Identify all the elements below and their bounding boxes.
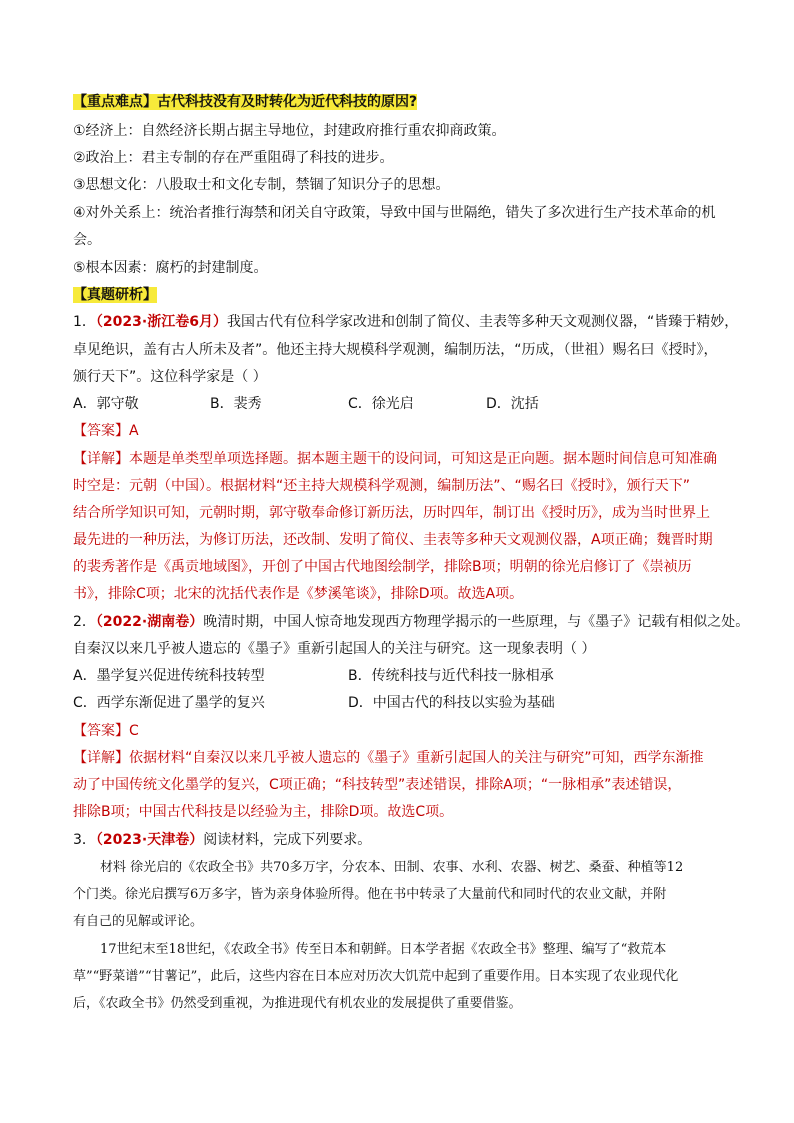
q1-answer-tag: 【答案】 — [73, 423, 129, 439]
q1-stem — [73, 312, 739, 332]
q3-number: 3． — [73, 832, 96, 848]
key-point-item: ①经济上：自然经济长期占据主导地位，封建政府推行重农抑商政策。 — [73, 123, 506, 139]
q1-explain-line: 最先进的一种历法，为修订历法，还改制、发明了简仪、圭表等多种天文观测仪器，A项正确；魏晋时期 — [73, 532, 713, 548]
q1-number: 1． — [73, 314, 96, 330]
q2-option-c: C．西学东渐促进了墨学的复兴 — [73, 695, 265, 711]
q2-stem — [73, 612, 750, 632]
q1-explain-line: 结合所学知识可知，元朝时期，郭守敬奉命修订新历法，历时四年，制订出《授时历》，成为当时世界上 — [73, 505, 710, 521]
q2-answer — [73, 721, 733, 741]
q2-explain — [73, 748, 733, 768]
key-point-item: ②政治上：君主专制的存在严重阻碍了科技的进步。 — [73, 150, 394, 166]
q1-explain-line: 的裴秀著作是《禹贡地域图》，开创了中国古代地图绘制学，排除B项；明朝的徐光启修订了《崇祯历 — [73, 559, 692, 575]
q1-answer — [73, 421, 733, 441]
q1-explain — [73, 449, 733, 469]
q1-stem-line: 我国古代有位科学家改进和创制了简仪、圭表等多种天文观测仪器，“皆臻于精妙， — [226, 314, 739, 330]
q2-source: （2022·湖南卷） — [95, 614, 204, 630]
q1-answer-value: A — [129, 423, 139, 439]
key-point-item: ④对外关系上：统治者推行海禁和闭关自守政策，导致中国与世隔绝，错失了多次进行生产技术革命的机 — [73, 205, 716, 221]
real-exam-tag: 【真题研析】 — [73, 287, 157, 303]
key-point-item: ③思想文化：八股取士和文化专制，禁锢了知识分子的思想。 — [73, 177, 450, 193]
q2-explain-line: 动了中国传统文化墨学的复兴，C项正确；“科技转型”表述错误，排除A项；“一脉相承”表述错误， — [73, 777, 682, 793]
q2-option-d: D．中国古代的科技以实验为基础 — [348, 695, 555, 711]
q1-explain-line: 时空是：元朝（中国）。根据材料“还主持大规模科学观测，编制历法”、“赐名曰《授时》，颁行天下” — [73, 478, 691, 494]
q2-explain-line: 排除B项；中国古代科技是以经验为主，排除D项。故选C项。 — [73, 804, 454, 820]
q2-answer-tag: 【答案】 — [73, 723, 129, 739]
q3-stem — [73, 830, 733, 850]
q2-number: 2． — [73, 614, 96, 630]
q1-explain-line: 书》，排除C项；北宋的沈括代表作是《梦溪笔谈》，排除D项。故选A项。 — [73, 586, 524, 602]
q2-option-a: A．墨学复兴促进传统科技转型 — [73, 668, 265, 684]
q3-material-line: 有自己的见解或评论。 — [73, 914, 204, 929]
q3-material-line: 个门类。徐光启撰写6万多字，皆为亲身体验所得。他在书中转录了大量前代和同时代的农业文献，并附 — [73, 887, 667, 902]
q3-material-line: 后，《农政全书》仍然受到重视，为推进现代有机农业的发展提供了重要借鉴。 — [73, 996, 522, 1011]
q2-option-b: B．传统科技与近代科技一脉相承 — [348, 668, 554, 684]
q1-option-a: A．郭守敬 — [73, 396, 139, 412]
q3-stem-text: 阅读材料，完成下列要求。 — [203, 832, 372, 848]
q1-explain-tag: 【详解】 — [73, 451, 129, 467]
key-point-item: 会。 — [73, 232, 101, 248]
q2-stem-line: 自秦汉以来几乎被人遗忘的《墨子》重新引起国人的关注与研究。这一现象表明（ ） — [73, 641, 596, 657]
q1-stem-line: 卓见绝识，盖有古人所未及者”。他还主持大规模科学观测，编制历法，“历成，（世祖）赐名曰《授时》， — [73, 342, 718, 358]
q3-material-line: 草”“野菜谱”“甘薯记”，此后，这些内容在日本应对历次大饥荒中起到了重要作用。日本实现了农业现代化 — [73, 969, 679, 984]
key-point-heading — [73, 92, 733, 112]
q2-stem-line: 晚清时期，中国人惊奇地发现西方物理学揭示的一些原理，与《墨子》记载有相似之处。 — [203, 614, 750, 630]
key-point-question: 古代科技没有及时转化为近代科技的原因? — [157, 94, 418, 110]
q3-material-line: 17世纪末至18世纪，《农政全书》传至日本和朝鲜。日本学者据《农政全书》整理、编写了“救荒本 — [100, 942, 667, 957]
q1-source: （2023·浙江卷6月） — [95, 314, 227, 330]
q1-stem-line: 颁行天下”。这位科学家是（ ） — [73, 369, 267, 385]
q2-answer-value: C — [129, 723, 139, 739]
q2-explain-line: 依据材料“自秦汉以来几乎被人遗忘的《墨子》重新引起国人的关注与研究”可知，西学东渐推 — [129, 750, 704, 766]
q1-explain-line: 本题是单类型单项选择题。据本题主题干的设问词，可知这是正向题。据本题时间信息可知准确 — [129, 451, 717, 467]
q3-source: （2023·天津卷） — [95, 832, 204, 848]
q1-option-c: C．徐光启 — [348, 396, 414, 412]
q1-option-d: D．沈括 — [486, 396, 539, 412]
key-point-tag: 【重点难点】 — [73, 94, 157, 110]
key-point-item: ⑤根本因素：腐朽的封建制度。 — [73, 260, 268, 276]
q3-material-line: 材料 徐光启的《农政全书》共70多万字，分农本、田制、农事、水利、农器、树艺、桑蚕、种植等12 — [100, 860, 684, 875]
real-exam-heading — [73, 285, 733, 305]
q1-option-b: B．裴秀 — [210, 396, 262, 412]
q2-explain-tag: 【详解】 — [73, 750, 129, 766]
